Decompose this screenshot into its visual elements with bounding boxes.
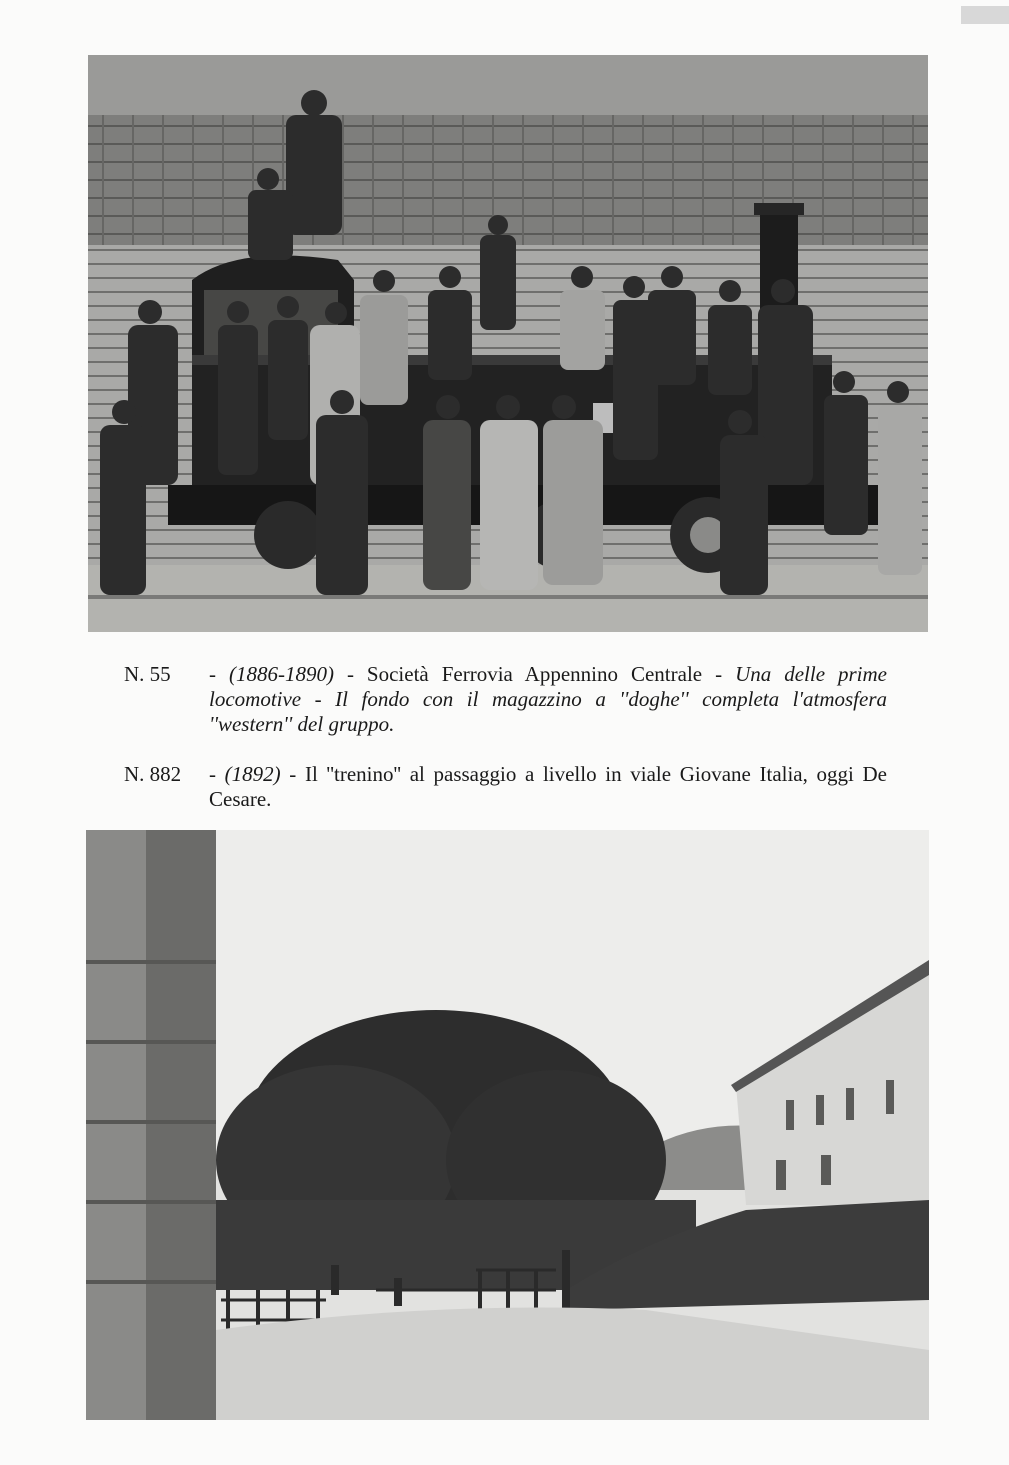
caption-body	[209, 762, 887, 812]
caption-number: N. 55	[124, 662, 171, 686]
locomotive-photo-image	[88, 55, 928, 632]
level-crossing-photo-image	[86, 830, 929, 1420]
caption-n882	[124, 762, 887, 812]
caption-separator: -	[280, 762, 305, 786]
caption-date: (1892)	[224, 762, 281, 786]
scan-edge-mark	[961, 6, 1009, 24]
caption-description: Una delle prime locomotive - Il fondo con il magazzino a ''doghe'' completa l'atmosfera ''western'' del gruppo.	[209, 662, 887, 736]
caption-date: (1886-1890)	[228, 662, 334, 686]
caption-n55	[124, 662, 887, 737]
caption-separator: -	[702, 662, 736, 686]
caption-description: Il ''trenino'' al passaggio a livello in viale Giovane Italia, oggi De Cesare.	[209, 762, 887, 811]
caption-separator: -	[333, 662, 367, 686]
caption-body	[209, 662, 887, 737]
caption-number: N. 882	[124, 762, 182, 786]
caption-separator: -	[209, 662, 229, 686]
locomotive-photo	[88, 55, 928, 632]
caption-separator: -	[209, 762, 225, 786]
caption-company: Società Ferrovia Appennino Centrale	[366, 662, 703, 686]
level-crossing-photo	[86, 830, 929, 1420]
